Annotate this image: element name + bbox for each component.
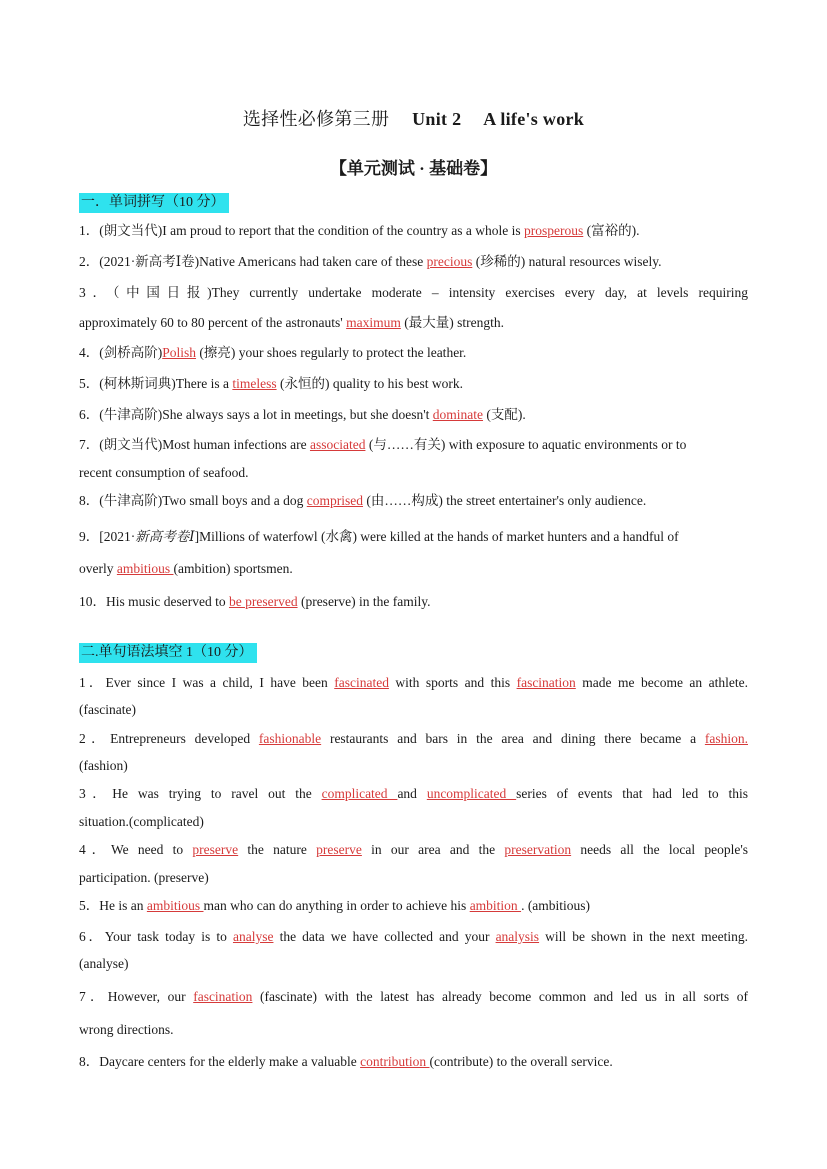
question-1-9-cont <box>79 560 748 578</box>
question-text: (由……构成) the street entertainer's only audience. <box>363 493 647 508</box>
question-2-1-cont: (fascinate) <box>79 702 136 717</box>
answer: complicated <box>321 786 398 801</box>
question-text: (preserve) in the family. <box>297 594 431 609</box>
answer: prosperous <box>524 223 584 238</box>
question-text: 2．Entrepreneurs developed <box>79 731 259 746</box>
answer: Polish <box>162 345 197 360</box>
answer: dominate <box>432 407 484 422</box>
question-text: 8．Daycare centers for the elderly make a valuable <box>79 1054 361 1069</box>
answer: comprised <box>306 493 364 508</box>
question-text: the nature <box>238 842 317 857</box>
question-text: 3．He was trying to ravel out the <box>79 786 322 801</box>
question-2-8 <box>79 1053 748 1071</box>
title-unit: Unit 2 <box>412 109 462 129</box>
page-title <box>0 105 827 131</box>
question-text: ]Millions of waterfowl (水禽) were killed at the hands of market hunters and a handful of <box>194 529 679 544</box>
question-text: with sports and this <box>388 675 517 690</box>
question-text: man who can do anything in order to achieve his <box>203 898 470 913</box>
question-2-6 <box>79 928 748 946</box>
question-text: (最大量) strength. <box>400 315 504 330</box>
question-1-7 <box>79 436 748 454</box>
question-text: 4．(剑桥高阶) <box>79 345 163 360</box>
question-2-2 <box>79 730 748 748</box>
answer: preserve <box>316 842 362 857</box>
question-text: made me become an athlete. <box>575 675 748 690</box>
answer: fascination <box>193 989 253 1004</box>
answer: preserve <box>192 842 239 857</box>
question-text: 5．(柯林斯词典)There is a <box>79 376 233 391</box>
question-text: overly <box>79 561 117 576</box>
question-2-1 <box>79 674 748 692</box>
answer: precious <box>426 254 473 269</box>
question-text: 5．He is an <box>79 898 147 913</box>
answer: contribution <box>360 1054 430 1069</box>
answer: preservation <box>504 842 572 857</box>
question-text: . (ambitious) <box>521 898 591 913</box>
section-heading-2: 二.单句语法填空 1（10 分） <box>79 643 257 663</box>
question-1-7-cont: recent consumption of seafood. <box>79 465 249 480</box>
question-text: (支配). <box>483 407 526 422</box>
section-heading-1: 一．单词拼写（10 分） <box>79 193 229 213</box>
question-2-5 <box>79 897 748 915</box>
answer: be preserved <box>228 594 298 609</box>
answer: timeless <box>232 376 277 391</box>
title-book: 选择性必修第三册 <box>242 109 390 129</box>
answer: ambitious <box>146 898 204 913</box>
question-text: (擦亮) your shoes regularly to protect the leather. <box>196 345 467 360</box>
question-text: (contribute) to the overall service. <box>429 1054 613 1069</box>
question-text: in our area and the <box>361 842 505 857</box>
answer: fascinated <box>334 675 389 690</box>
page-subtitle: 【单元测试 · 基础卷】 <box>329 159 498 178</box>
question-1-3: 3．（中国日报)They currently undertake moderate – intensity exercises every day, at levels requiring <box>79 285 748 300</box>
question-source: 新高考卷Ⅰ <box>135 529 195 544</box>
question-text: 1．(朗文当代)I am proud to report that the condition of the country as a whole is <box>79 223 525 238</box>
question-1-8 <box>79 492 748 510</box>
question-text: 4．We need to <box>79 842 193 857</box>
answer: fashionable <box>258 731 322 746</box>
question-text: will be shown in the next meeting. <box>539 929 748 944</box>
question-text: (永恒的) quality to his best work. <box>276 376 463 391</box>
answer: analyse <box>232 929 274 944</box>
question-2-2-cont: (fashion) <box>79 758 128 773</box>
answer: associated <box>309 437 366 452</box>
question-2-3-cont: situation.(complicated) <box>79 814 204 829</box>
answer: uncomplicated <box>426 786 517 801</box>
question-text: 7．(朗文当代)Most human infections are <box>79 437 310 452</box>
question-1-3-cont <box>79 314 748 332</box>
question-2-4-cont: participation. (preserve) <box>79 870 209 885</box>
question-2-4 <box>79 841 748 859</box>
question-2-6-cont: (analyse) <box>79 956 129 971</box>
question-1-5 <box>79 375 748 393</box>
question-text: and <box>397 786 427 801</box>
question-text: (ambition) sportsmen. <box>173 561 293 576</box>
question-text: 8．(牛津高阶)Two small boys and a dog <box>79 493 307 508</box>
question-text: (珍稀的) natural resources wisely. <box>472 254 662 269</box>
question-1-1 <box>79 222 748 240</box>
question-1-6 <box>79 406 748 424</box>
question-1-2 <box>79 253 748 271</box>
answer: ambition <box>469 898 522 913</box>
title-topic: A life's work <box>483 109 585 129</box>
question-text: (富裕的). <box>583 223 640 238</box>
question-text: restaurants and bars in the area and dining there became a <box>321 731 705 746</box>
question-text: series of events that had led to this <box>516 786 748 801</box>
answer: maximum <box>346 315 401 330</box>
question-text: (与……有关) with exposure to aquatic environments or to <box>365 437 687 452</box>
question-1-9 <box>79 528 748 546</box>
question-text: 10．His music deserved to <box>79 594 229 609</box>
question-text: 2．(2021·新高考Ⅰ卷)Native Americans had taken care of these <box>79 254 427 269</box>
question-2-3 <box>79 785 748 803</box>
question-2-7-cont: wrong directions. <box>79 1022 174 1037</box>
answer: analysis <box>495 929 540 944</box>
answer: ambitious <box>116 561 174 576</box>
question-1-4 <box>79 344 748 362</box>
question-text: 7．However, our <box>79 989 194 1004</box>
question-text: approximately 60 to 80 percent of the astronauts' <box>79 315 347 330</box>
question-2-7 <box>79 988 748 1006</box>
question-text: 6．(牛津高阶)She always says a lot in meetings, but she doesn't <box>79 407 433 422</box>
question-text: 1．Ever since I was a child, I have been <box>79 675 335 690</box>
question-text: (fascinate) with the latest has already become common and led us in all sorts of <box>252 989 748 1004</box>
question-text: the data we have collected and your <box>273 929 496 944</box>
answer: fascination <box>516 675 576 690</box>
question-1-10 <box>79 593 748 611</box>
question-text: 6．Your task today is to <box>79 929 233 944</box>
question-text: 9．[2021· <box>79 529 136 544</box>
question-text: needs all the local people's <box>571 842 749 857</box>
answer: fashion. <box>704 731 748 746</box>
